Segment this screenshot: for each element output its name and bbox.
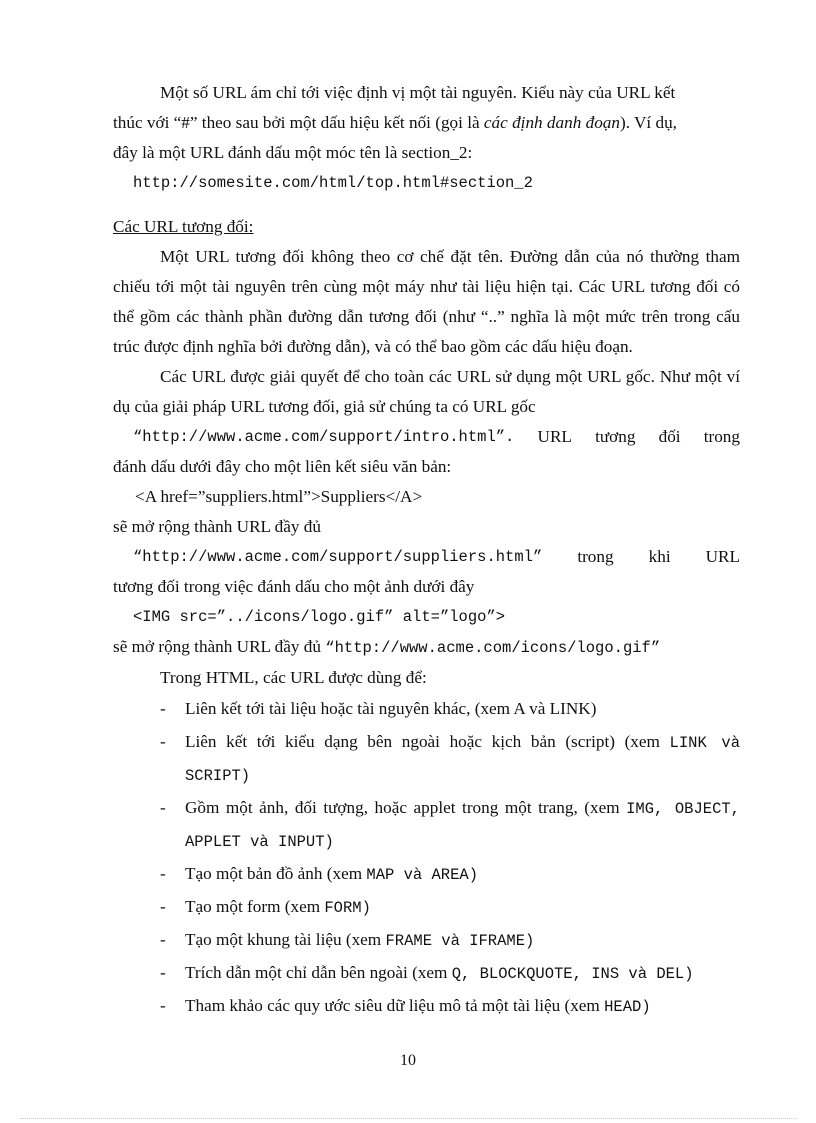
dash-bullet: - bbox=[160, 864, 166, 883]
list-item-code: Q, BLOCKQUOTE, INS và DEL) bbox=[451, 965, 694, 983]
dash-bullet: - bbox=[160, 897, 166, 916]
dash-bullet: - bbox=[160, 930, 166, 949]
list-item-code: LINK và SCRIPT) bbox=[185, 734, 740, 785]
expand-line-1: sẽ mở rộng thành URL đầy đủ bbox=[113, 517, 321, 536]
anchor-example: <A href=”suppliers.html”>Suppliers</A> bbox=[135, 487, 423, 506]
list-item-code: FRAME và IFRAME) bbox=[385, 932, 535, 950]
list-item-text: Tạo một bản đồ ảnh (xem bbox=[185, 864, 367, 883]
list-item bbox=[113, 957, 740, 990]
relative-img-line: tương đối trong việc đánh dấu cho một ảnh dưới đây bbox=[113, 577, 475, 596]
expand-text: sẽ mở rộng thành URL đầy đủ bbox=[113, 637, 326, 656]
page-number: 10 bbox=[400, 1052, 416, 1069]
list-item-text: Tham khảo các quy ước siêu dữ liệu mô tả một tài liệu (xem bbox=[185, 996, 605, 1015]
list-item bbox=[113, 924, 740, 957]
full-url-code: “http://www.acme.com/support/suppliers.html” bbox=[133, 548, 543, 566]
list-item-text: Gồm một ảnh, đối tượng, hoặc applet trong một trang, (xem bbox=[185, 798, 627, 817]
expand-code: “http://www.acme.com/icons/logo.gif” bbox=[325, 639, 661, 657]
word: trong bbox=[703, 427, 740, 446]
list-item bbox=[113, 858, 740, 891]
dash-bullet: - bbox=[160, 963, 166, 982]
list-item bbox=[113, 792, 740, 858]
para3: Các URL được giải quyết để cho toàn các URL sử dụng một URL gốc. Như một ví dụ của giải pháp URL tương đối, giả sử chúng ta có URL gốc bbox=[113, 367, 740, 416]
mark-line: đánh dấu dưới đây cho một liên kết siêu văn bản: bbox=[113, 457, 452, 476]
dash-bullet: - bbox=[160, 996, 166, 1015]
list-item bbox=[113, 891, 740, 924]
word: trong bbox=[577, 547, 614, 566]
list-item-code: HEAD) bbox=[604, 998, 651, 1016]
list-item-text: Tạo một khung tài liệu (xem bbox=[185, 930, 386, 949]
list-item bbox=[113, 693, 740, 726]
dash-bullet: - bbox=[160, 732, 166, 751]
list-item-text: Tạo một form (xem bbox=[185, 897, 325, 916]
list-item bbox=[113, 726, 740, 792]
uses-list bbox=[113, 693, 740, 1023]
fragment-id-term: các định danh đoạn bbox=[483, 113, 620, 132]
word: tương bbox=[595, 427, 636, 446]
para1-line1: Một số URL ám chỉ tới việc định vị một tài nguyên. Kiểu này của URL kết bbox=[160, 83, 676, 102]
list-item-code: IMG, OBJECT, APPLET và INPUT) bbox=[185, 800, 740, 851]
list-item-text: Trích dẫn một chỉ dẫn bên ngoài (xem bbox=[185, 963, 452, 982]
word: URL bbox=[537, 427, 572, 446]
list-item-text: Liên kết tới kiểu dạng bên ngoài hoặc kịch bản (script) (xem bbox=[185, 732, 670, 751]
html-uses-intro: Trong HTML, các URL được dùng để: bbox=[160, 668, 427, 687]
dash-bullet: - bbox=[160, 798, 166, 817]
base-url-code: “http://www.acme.com/support/intro.html”. bbox=[133, 428, 515, 446]
dash-bullet: - bbox=[160, 699, 166, 718]
img-example: <IMG src=”../icons/logo.gif” alt=”logo”> bbox=[133, 608, 506, 626]
page-content bbox=[113, 78, 740, 1023]
page-divider bbox=[20, 1118, 796, 1119]
para1-text-end: ). Ví dụ, bbox=[619, 113, 677, 132]
spacer bbox=[113, 198, 740, 212]
expand-line-2 bbox=[113, 632, 740, 663]
word: URL bbox=[705, 547, 740, 566]
para1-line2 bbox=[113, 108, 740, 138]
list-item-code: MAP và AREA) bbox=[366, 866, 479, 884]
full-url-1-line bbox=[113, 542, 740, 572]
para1-line3: đây là một URL đánh dấu một móc tên là section_2: bbox=[113, 143, 473, 162]
list-item bbox=[113, 990, 740, 1023]
para2: Một URL tương đối không theo cơ chế đặt tên. Đường dẫn của nó thường tham chiếu tới một tài nguyên trên cùng một máy như tài liệu hiện tại. Các URL tương đối có thể gồm các thành phần đường dẫn tương đối (như “..” nghĩa là một mức trên trong cấu trúc được định nghĩa bởi đường dẫn), và có thể bao gồm các dấu hiệu đoạn. bbox=[113, 247, 740, 356]
word: khi bbox=[648, 547, 671, 566]
word: đối bbox=[658, 427, 681, 446]
section-heading: Các URL tương đối: bbox=[113, 217, 254, 236]
relative-heading-line bbox=[113, 212, 740, 242]
base-url-line bbox=[113, 422, 740, 452]
list-item-code: FORM) bbox=[324, 899, 371, 917]
code-example-section: http://somesite.com/html/top.html#section_2 bbox=[133, 174, 533, 192]
para1-text: thúc với “#” theo sau bởi một dấu hiệu kết nối (gọi là bbox=[113, 113, 484, 132]
list-item-text: Liên kết tới tài liệu hoặc tài nguyên khác, (xem A và LINK) bbox=[185, 699, 597, 718]
